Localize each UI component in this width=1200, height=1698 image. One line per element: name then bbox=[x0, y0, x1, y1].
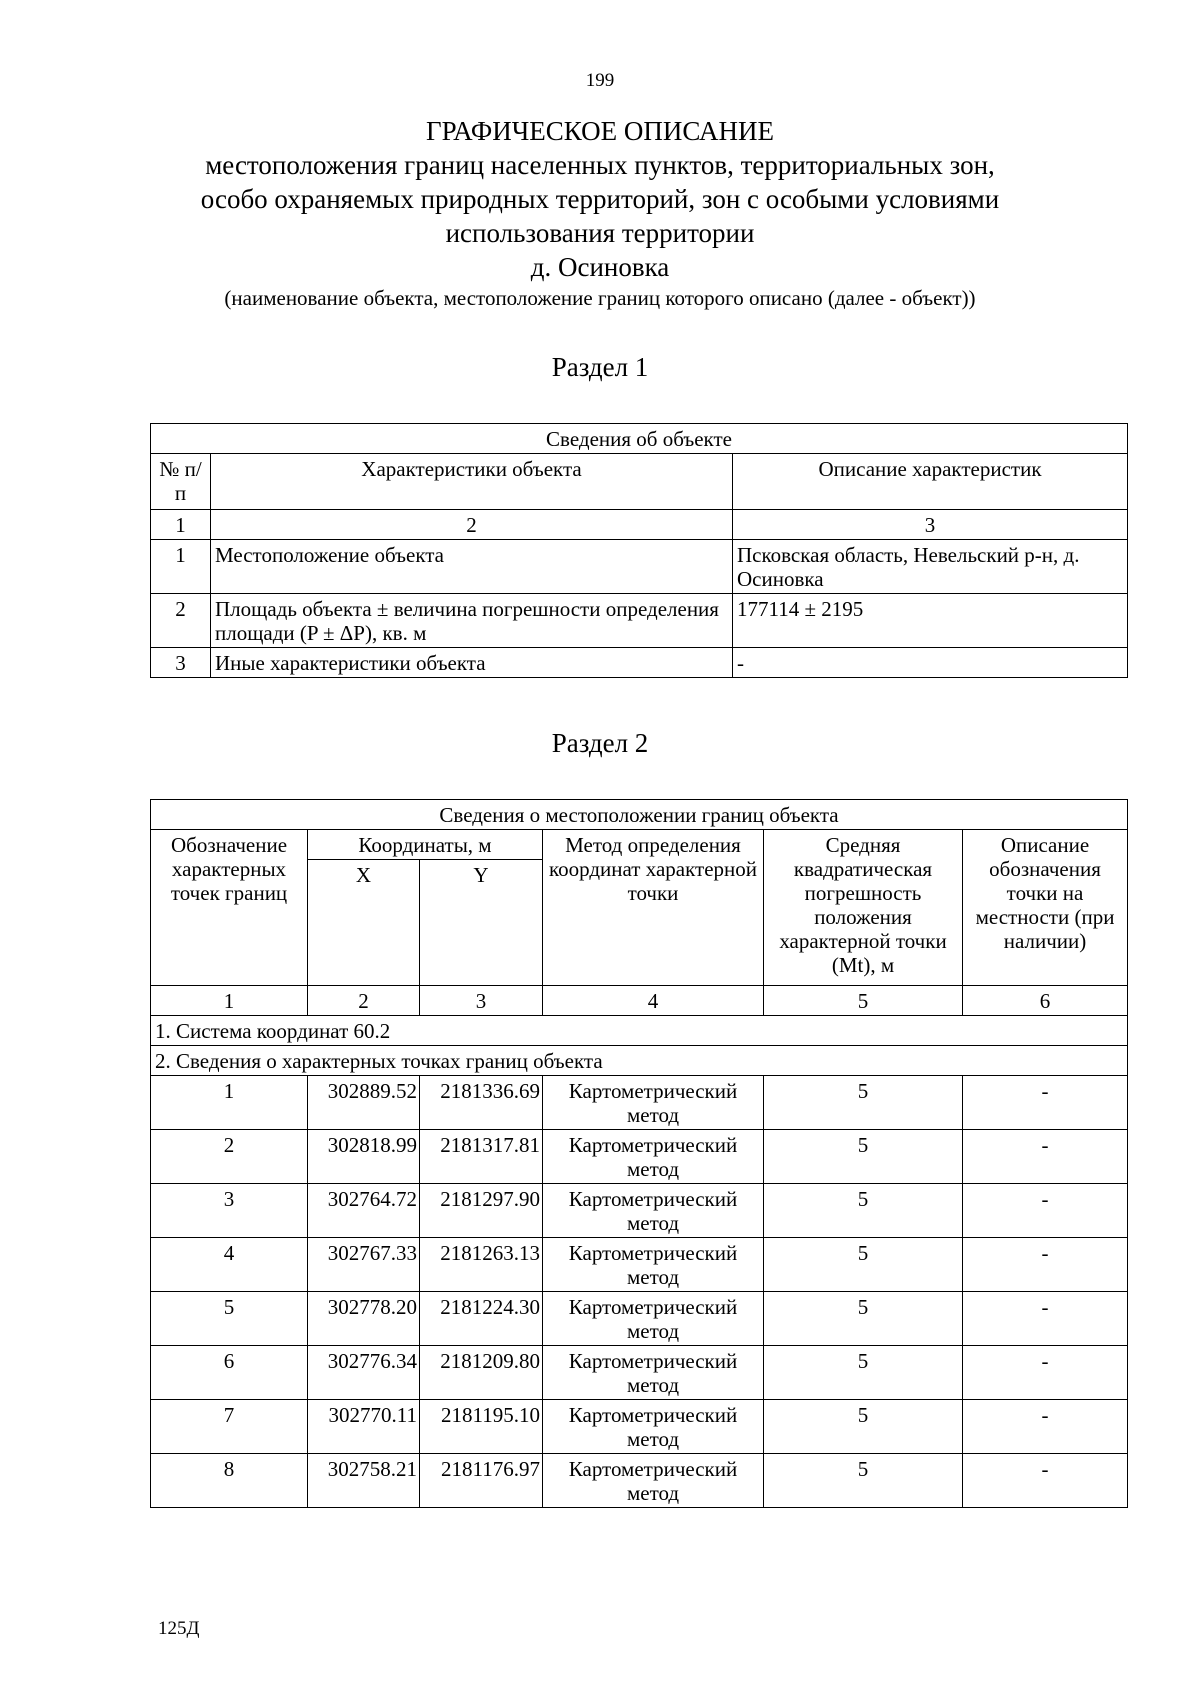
row-number: 2 bbox=[151, 594, 211, 648]
point-id: 5 bbox=[151, 1292, 308, 1346]
point-description: - bbox=[963, 1130, 1128, 1184]
table-row bbox=[151, 540, 1128, 594]
point-y: 2181224.30 bbox=[420, 1292, 543, 1346]
point-description: - bbox=[963, 1076, 1128, 1130]
point-error: 5 bbox=[764, 1292, 963, 1346]
table-row bbox=[151, 1346, 1128, 1400]
header-method: Метод определения координат характерной точки bbox=[543, 830, 764, 986]
column-number: 3 bbox=[733, 510, 1128, 540]
point-error: 5 bbox=[764, 1184, 963, 1238]
point-id: 7 bbox=[151, 1400, 308, 1454]
header-description: Описание обозначения точки на местности (при наличии) bbox=[963, 830, 1128, 986]
table-row bbox=[151, 1076, 1128, 1130]
header-error: Средняя квадратическая погрешность положения характерной точки (Mt), м bbox=[764, 830, 963, 986]
point-x: 302776.34 bbox=[308, 1346, 420, 1400]
row-description: Псковская область, Невельский р-н, д. Осиновка bbox=[733, 540, 1128, 594]
point-method: Картометрический метод bbox=[543, 1346, 764, 1400]
boundary-points-table bbox=[150, 799, 1128, 1508]
point-y: 2181176.97 bbox=[420, 1454, 543, 1508]
point-id: 4 bbox=[151, 1238, 308, 1292]
point-method: Картометрический метод bbox=[543, 1076, 764, 1130]
header-y: Y bbox=[420, 860, 543, 986]
column-number: 2 bbox=[211, 510, 733, 540]
point-method: Картометрический метод bbox=[543, 1184, 764, 1238]
point-x: 302889.52 bbox=[308, 1076, 420, 1130]
table-header-row bbox=[151, 454, 1128, 510]
row-characteristic: Площадь объекта ± величина погрешности определения площади (P ± ΔP), кв. м bbox=[211, 594, 733, 648]
point-y: 2181263.13 bbox=[420, 1238, 543, 1292]
column-number: 5 bbox=[764, 986, 963, 1016]
table-row bbox=[151, 1184, 1128, 1238]
row-number: 1 bbox=[151, 540, 211, 594]
column-number: 6 bbox=[963, 986, 1128, 1016]
point-id: 1 bbox=[151, 1076, 308, 1130]
point-error: 5 bbox=[764, 1454, 963, 1508]
point-x: 302758.21 bbox=[308, 1454, 420, 1508]
point-y: 2181317.81 bbox=[420, 1130, 543, 1184]
header-point: Обозначение характерных точек границ bbox=[151, 830, 308, 986]
point-error: 5 bbox=[764, 1346, 963, 1400]
table-caption: Сведения о местоположении границ объекта bbox=[151, 800, 1128, 830]
point-y: 2181297.90 bbox=[420, 1184, 543, 1238]
point-description: - bbox=[963, 1346, 1128, 1400]
table-row bbox=[151, 594, 1128, 648]
table-row bbox=[151, 648, 1128, 678]
header-coordinates: Координаты, м bbox=[308, 830, 543, 860]
point-description: - bbox=[963, 1400, 1128, 1454]
point-description: - bbox=[963, 1238, 1128, 1292]
coord-system: 1. Система координат 60.2 bbox=[151, 1016, 1128, 1046]
header-x: X bbox=[308, 860, 420, 986]
table-caption-row bbox=[151, 800, 1128, 830]
point-y: 2181336.69 bbox=[420, 1076, 543, 1130]
page-number: 199 bbox=[585, 70, 615, 91]
point-id: 3 bbox=[151, 1184, 308, 1238]
point-x: 302778.20 bbox=[308, 1292, 420, 1346]
object-info-table bbox=[150, 423, 1128, 678]
points-caption-row bbox=[151, 1046, 1128, 1076]
column-number: 4 bbox=[543, 986, 764, 1016]
row-characteristic: Иные характеристики объекта bbox=[211, 648, 733, 678]
column-number: 3 bbox=[420, 986, 543, 1016]
document-title: ГРАФИЧЕСКОЕ ОПИСАНИЕ bbox=[425, 116, 775, 146]
point-x: 302818.99 bbox=[308, 1130, 420, 1184]
column-number: 1 bbox=[151, 986, 308, 1016]
point-y: 2181209.80 bbox=[420, 1346, 543, 1400]
document-header bbox=[0, 114, 1200, 312]
column-number-row bbox=[151, 986, 1128, 1016]
table-row bbox=[151, 1454, 1128, 1508]
column-number-row bbox=[151, 510, 1128, 540]
point-description: - bbox=[963, 1454, 1128, 1508]
point-method: Картометрический метод bbox=[543, 1400, 764, 1454]
document-subtitle-line: использования территории bbox=[445, 218, 755, 248]
column-number: 1 bbox=[151, 510, 211, 540]
column-number: 2 bbox=[308, 986, 420, 1016]
row-description: - bbox=[733, 648, 1128, 678]
header-number: № п/п bbox=[151, 454, 211, 510]
row-number: 3 bbox=[151, 648, 211, 678]
point-id: 8 bbox=[151, 1454, 308, 1508]
coord-system-row bbox=[151, 1016, 1128, 1046]
row-characteristic: Местоположение объекта bbox=[211, 540, 733, 594]
point-error: 5 bbox=[764, 1238, 963, 1292]
point-method: Картометрический метод bbox=[543, 1130, 764, 1184]
header-description: Описание характеристик bbox=[733, 454, 1128, 510]
table-header-row bbox=[151, 830, 1128, 860]
point-id: 2 bbox=[151, 1130, 308, 1184]
points-caption: 2. Сведения о характерных точках границ объекта bbox=[151, 1046, 1128, 1076]
table-row bbox=[151, 1130, 1128, 1184]
row-description: 177114 ± 2195 bbox=[733, 594, 1128, 648]
point-description: - bbox=[963, 1292, 1128, 1346]
object-name: д. Осиновка bbox=[530, 252, 670, 282]
table-caption: Сведения об объекте bbox=[151, 424, 1128, 454]
document-subtitle-line: особо охраняемых природных территорий, зон с особыми условиями bbox=[200, 184, 1000, 214]
document-subtitle-line: местоположения границ населенных пунктов, территориальных зон, bbox=[205, 150, 995, 180]
point-x: 302767.33 bbox=[308, 1238, 420, 1292]
table-row bbox=[151, 1238, 1128, 1292]
footer-code: 125Д bbox=[158, 1618, 200, 1639]
table-row bbox=[151, 1400, 1128, 1454]
point-error: 5 bbox=[764, 1130, 963, 1184]
point-method: Картометрический метод bbox=[543, 1238, 764, 1292]
points-body bbox=[151, 1076, 1128, 1508]
header-characteristic: Характеристики объекта bbox=[211, 454, 733, 510]
table-row bbox=[151, 1292, 1128, 1346]
section-2-title: Раздел 2 bbox=[551, 728, 649, 758]
object-name-note: (наименование объекта, местоположение границ которого описано (далее - объект)) bbox=[224, 286, 976, 310]
point-method: Картометрический метод bbox=[543, 1292, 764, 1346]
point-x: 302770.11 bbox=[308, 1400, 420, 1454]
table-caption-row bbox=[151, 424, 1128, 454]
point-x: 302764.72 bbox=[308, 1184, 420, 1238]
point-error: 5 bbox=[764, 1076, 963, 1130]
point-method: Картометрический метод bbox=[543, 1454, 764, 1508]
point-id: 6 bbox=[151, 1346, 308, 1400]
point-error: 5 bbox=[764, 1400, 963, 1454]
point-description: - bbox=[963, 1184, 1128, 1238]
section-1-title: Раздел 1 bbox=[551, 352, 649, 382]
point-y: 2181195.10 bbox=[420, 1400, 543, 1454]
